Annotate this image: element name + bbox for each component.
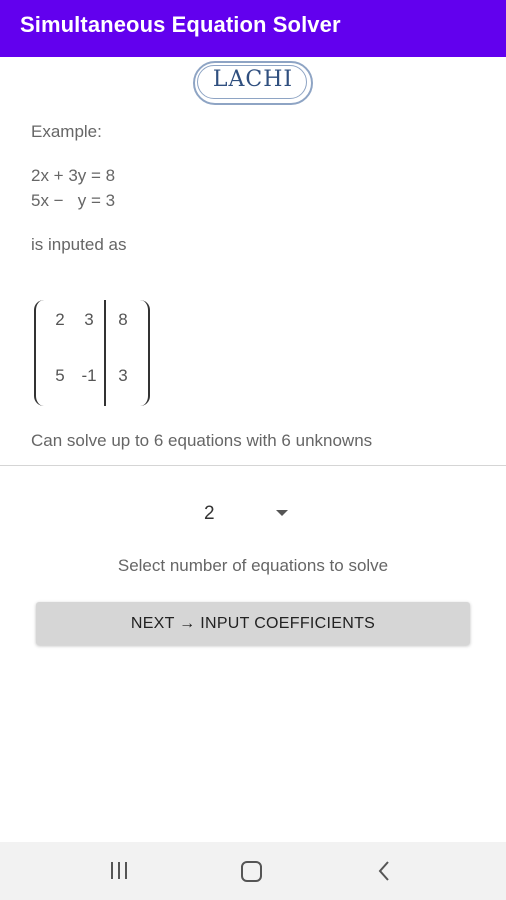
example-equation-2: 5x − y = 3	[31, 191, 116, 210]
matrix-cell: -1	[81, 366, 97, 385]
matrix-cell: 5	[55, 366, 65, 385]
inputed-as-text: is inputed as	[31, 235, 127, 254]
home-icon[interactable]	[241, 861, 262, 882]
example-matrix	[34, 300, 154, 408]
matrix-cell: 2	[55, 310, 65, 329]
matrix-right-paren	[138, 300, 150, 406]
matrix-augment-bar	[104, 300, 106, 406]
recents-icon[interactable]	[108, 862, 130, 880]
logo-text: LACHI	[212, 67, 294, 92]
equation-count-select[interactable]	[196, 496, 306, 532]
matrix-cell: 8	[118, 310, 128, 329]
example-heading: Example:	[31, 122, 102, 141]
back-icon[interactable]	[374, 859, 394, 883]
dropdown-arrow-icon	[276, 510, 288, 516]
next-input-coefficients-button[interactable]: NEXT → INPUT COEFFICIENTS	[36, 602, 470, 645]
example-equation-1: 2x + 3y = 8	[31, 166, 116, 185]
divider	[0, 465, 506, 466]
equation-count-value: 2	[204, 503, 215, 524]
system-nav-bar	[0, 842, 506, 900]
equation-count-hint: Select number of equations to solve	[117, 556, 389, 575]
app-title: Simultaneous Equation Solver	[20, 12, 341, 37]
capacity-note: Can solve up to 6 equations with 6 unknowns	[31, 431, 373, 450]
app-bar	[0, 0, 506, 57]
matrix-cell: 3	[118, 366, 128, 385]
lachi-logo	[193, 61, 313, 105]
matrix-cell: 3	[84, 310, 94, 329]
